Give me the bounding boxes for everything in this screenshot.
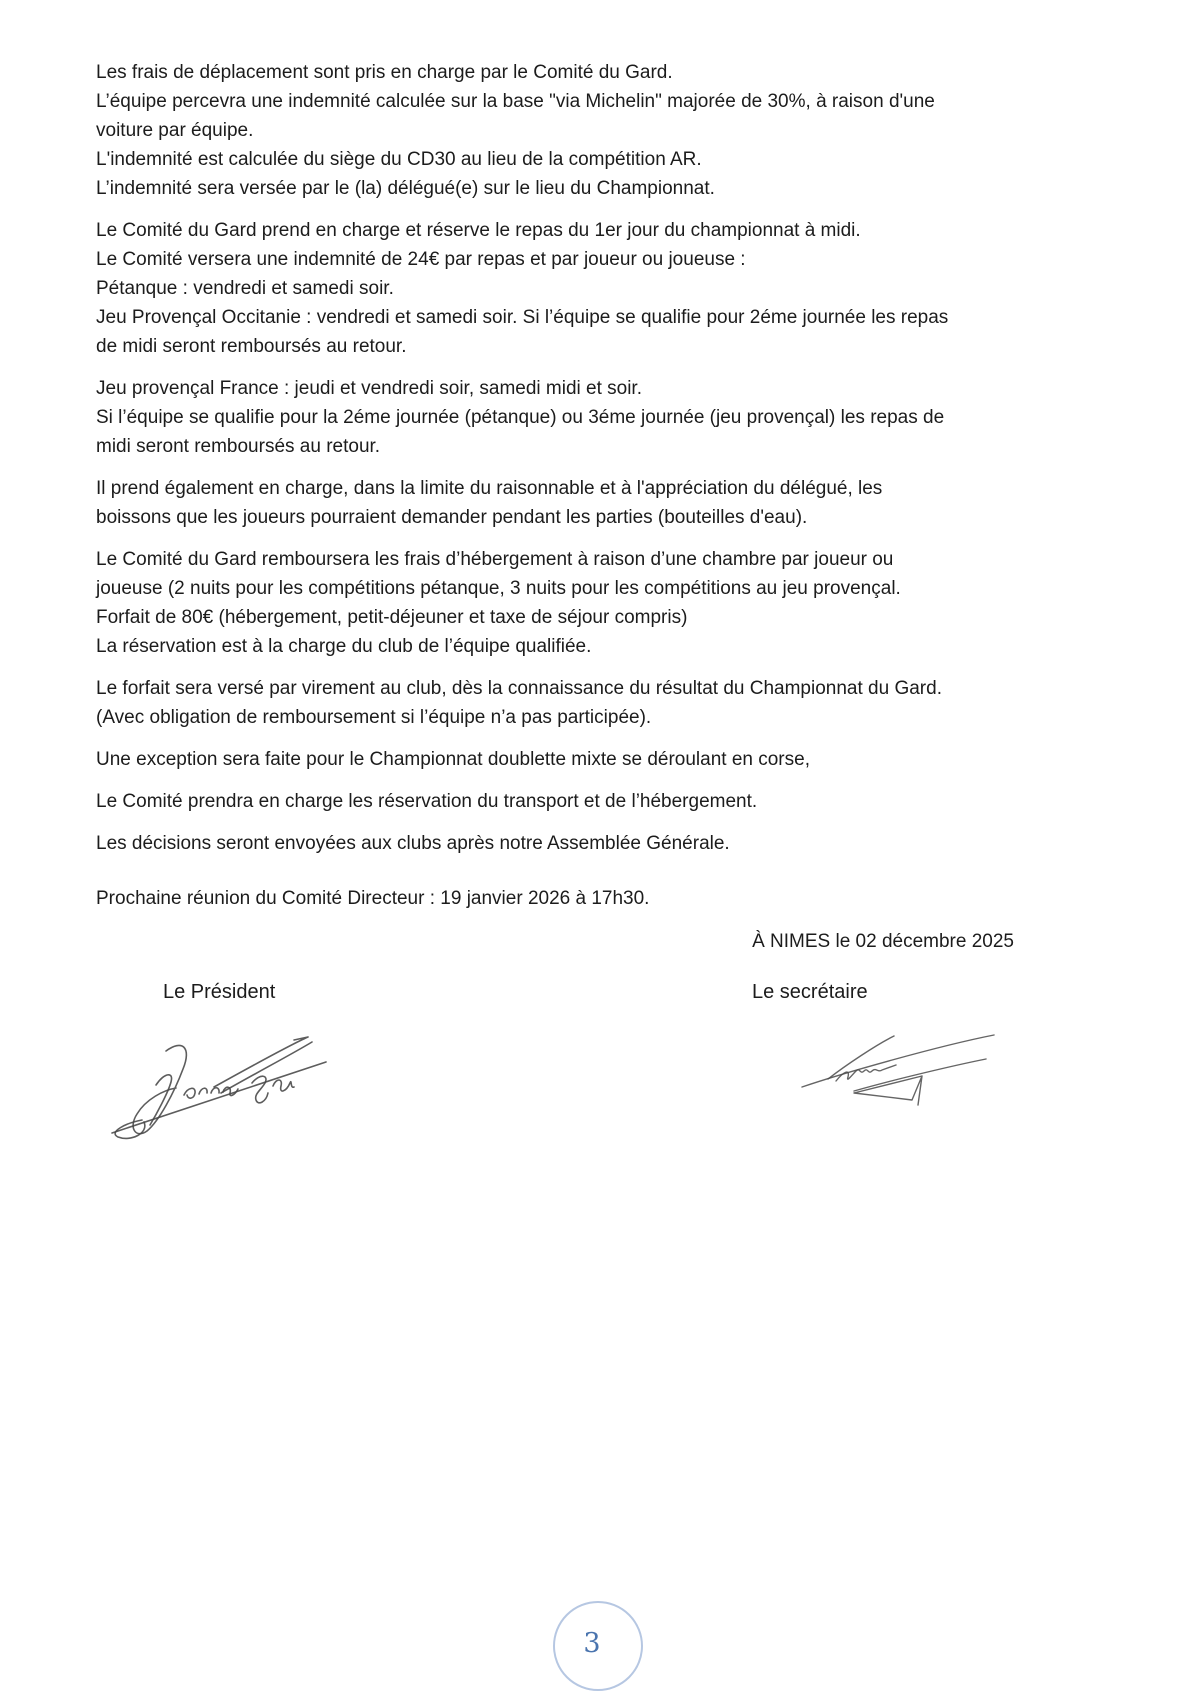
paragraph-drinks — [96, 474, 1014, 532]
text-line: de midi seront remboursés au retour. — [96, 336, 407, 357]
text-line: Le Comité du Gard remboursera les frais d’hébergement à raison d’une chambre par joueur ou — [96, 549, 894, 570]
text-line: Prochaine réunion du Comité Directeur : 19 janvier 2026 à 17h30. — [96, 888, 650, 909]
text-line: Il prend également en charge, dans la limite du raisonnable et à l'appréciation du délégué, les — [96, 478, 883, 499]
text-line: Le Comité prendra en charge les réservation du transport et de l’hébergement. — [96, 791, 758, 812]
text-line: Les décisions seront envoyées aux clubs après notre Assemblée Générale. — [96, 833, 730, 854]
president-signature — [104, 1027, 336, 1145]
text-line: L’indemnité sera versée par le (la) délégué(e) sur le lieu du Championnat. — [96, 178, 715, 199]
paragraph-jeu-provencal-france — [96, 374, 1014, 461]
text-line: Le Comité versera une indemnité de 24€ par repas et par joueur ou joueuse : — [96, 249, 746, 270]
text-line: joueuse (2 nuits pour les compétitions pétanque, 3 nuits pour les compétitions au jeu provençal. — [96, 578, 901, 599]
text-line: La réservation est à la charge du club de l’équipe qualifiée. — [96, 636, 592, 657]
text-line: L'indemnité est calculée du siège du CD30 au lieu de la compétition AR. — [96, 149, 702, 170]
paragraph-payment — [96, 674, 1014, 732]
text-line: Jeu provençal France : jeudi et vendredi soir, samedi midi et soir. — [96, 378, 642, 399]
text-line: Forfait de 80€ (hébergement, petit-déjeuner et taxe de séjour compris) — [96, 607, 688, 628]
text-line: Si l’équipe se qualifie pour la 2éme journée (pétanque) ou 3éme journée (jeu provençal) les repas de — [96, 407, 945, 428]
paragraph-exception-corse — [96, 745, 1014, 774]
secretary-signature — [796, 1021, 1006, 1111]
paragraph-travel-costs — [96, 58, 1014, 203]
paragraph-decisions — [96, 829, 1014, 858]
page-number: 3 — [583, 1627, 601, 1659]
text-line: Jeu Provençal Occitanie : vendredi et samedi soir. Si l’équipe se qualifie pour 2éme journée les repas — [96, 307, 949, 328]
place-date-line: À NIMES le 02 décembre 2025 — [752, 931, 1014, 952]
text-line: Le Comité du Gard prend en charge et réserve le repas du 1er jour du championnat à midi. — [96, 220, 861, 241]
signatures-row — [96, 1027, 1014, 1157]
paragraph-next-meeting — [96, 884, 1014, 913]
president-title: Le Président — [163, 981, 276, 1003]
text-line: Une exception sera faite pour le Championnat doublette mixte se déroulant en corse, — [96, 749, 810, 770]
text-line: Les frais de déplacement sont pris en charge par le Comité du Gard. — [96, 62, 673, 83]
page-number-badge — [553, 1601, 643, 1691]
text-line: Pétanque : vendredi et samedi soir. — [96, 278, 394, 299]
signature-titles-row — [96, 978, 1014, 1007]
paragraph-accommodation — [96, 545, 1014, 661]
document-body — [96, 0, 1014, 1157]
text-line: Le forfait sera versé par virement au club, dès la connaissance du résultat du Championnat du Gard. — [96, 678, 942, 699]
paragraph-meals — [96, 216, 1014, 361]
paragraph-transport-booking — [96, 787, 1014, 816]
text-line: midi seront remboursés au retour. — [96, 436, 381, 457]
text-line: voiture par équipe. — [96, 120, 254, 141]
text-line: boissons que les joueurs pourraient demander pendant les parties (bouteilles d'eau). — [96, 507, 808, 528]
text-line: L’équipe percevra une indemnité calculée sur la base "via Michelin" majorée de 30%, à raison d'une — [96, 91, 935, 112]
text-line: (Avec obligation de remboursement si l’équipe n’a pas participée). — [96, 707, 652, 728]
secretary-title: Le secrétaire — [752, 981, 868, 1003]
